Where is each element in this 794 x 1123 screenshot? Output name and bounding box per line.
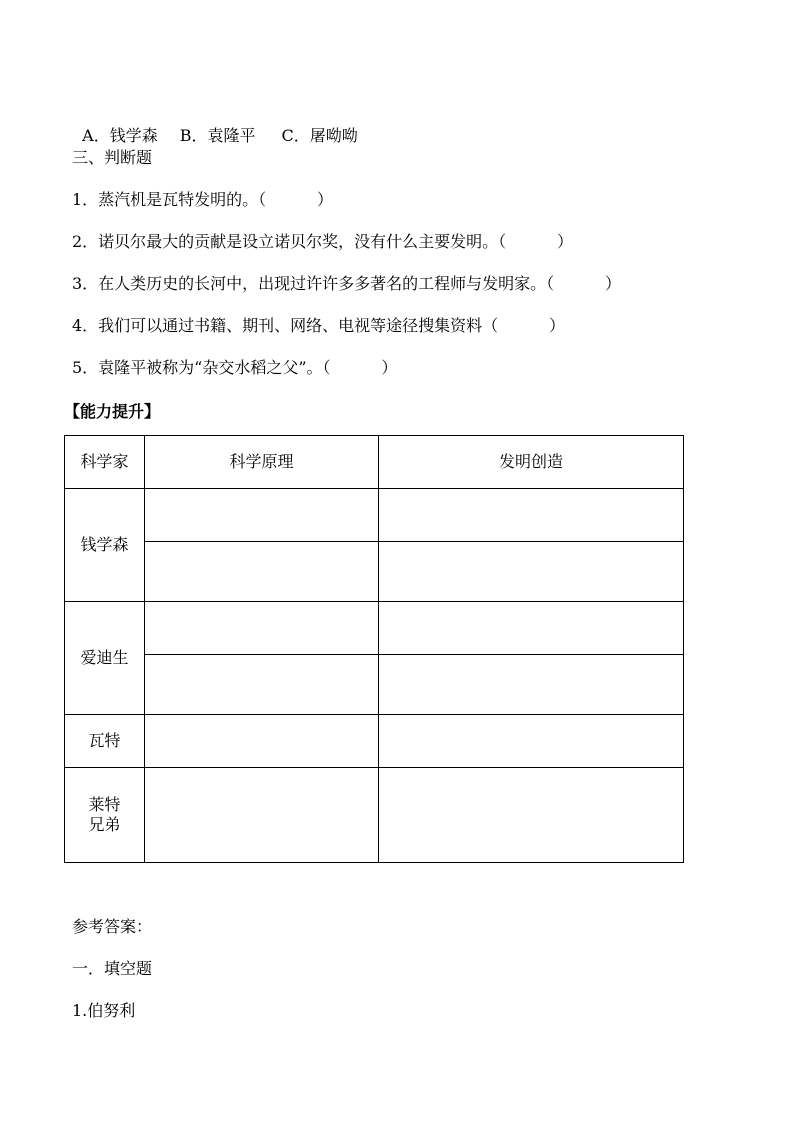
principle-cell	[145, 715, 379, 768]
column-header-scientist: 科学家	[65, 436, 145, 489]
principle-cell	[145, 489, 379, 542]
true-false-item-5: 5．袁隆平被称为“杂交水稻之父”。（ ）	[72, 358, 398, 377]
scientist-name-qian: 钱学森	[65, 489, 145, 602]
table-row	[65, 602, 684, 655]
table-row	[65, 715, 684, 768]
true-false-item-4: 4．我们可以通过书籍、期刊、网络、电视等途径搜集资料（ ）	[72, 316, 566, 335]
choice-options	[72, 106, 358, 146]
invention-cell	[379, 655, 684, 715]
option-b: B．袁隆平	[179, 126, 256, 145]
true-false-heading: 三、判断题	[72, 148, 153, 167]
ability-heading: 【能力提升】	[64, 402, 161, 421]
principle-cell	[145, 542, 379, 602]
option-c: C．屠呦呦	[281, 126, 358, 145]
true-false-item-3: 3．在人类历史的长河中，出现过许许多多著名的工程师与发明家。（ ）	[72, 274, 622, 293]
scientist-name-edison: 爱迪生	[65, 602, 145, 715]
answers-item-1: 1.伯努利	[72, 1001, 136, 1020]
answers-section-1: 一．填空题	[72, 959, 153, 978]
scientist-name-watt: 瓦特	[65, 715, 145, 768]
wright-name-text: 莱特兄弟	[88, 795, 121, 834]
answers-heading: 参考答案：	[72, 917, 153, 936]
table-row	[65, 542, 684, 602]
option-a: A．钱学森	[82, 126, 158, 145]
table-row	[65, 489, 684, 542]
table-row	[65, 655, 684, 715]
true-false-item-2: 2．诺贝尔最大的贡献是设立诺贝尔奖，没有什么主要发明。（ ）	[72, 232, 574, 251]
table-row	[65, 768, 684, 863]
invention-cell	[379, 768, 684, 863]
ability-table	[64, 435, 684, 863]
invention-cell	[379, 602, 684, 655]
invention-cell	[379, 542, 684, 602]
principle-cell	[145, 655, 379, 715]
principle-cell	[145, 768, 379, 863]
column-header-invention: 发明创造	[379, 436, 684, 489]
scientist-name-wright	[65, 768, 145, 863]
table-header-row	[65, 436, 684, 489]
principle-cell	[145, 602, 379, 655]
column-header-principle: 科学原理	[145, 436, 379, 489]
invention-cell	[379, 489, 684, 542]
invention-cell	[379, 715, 684, 768]
true-false-item-1: 1．蒸汽机是瓦特发明的。（ ）	[72, 190, 334, 209]
